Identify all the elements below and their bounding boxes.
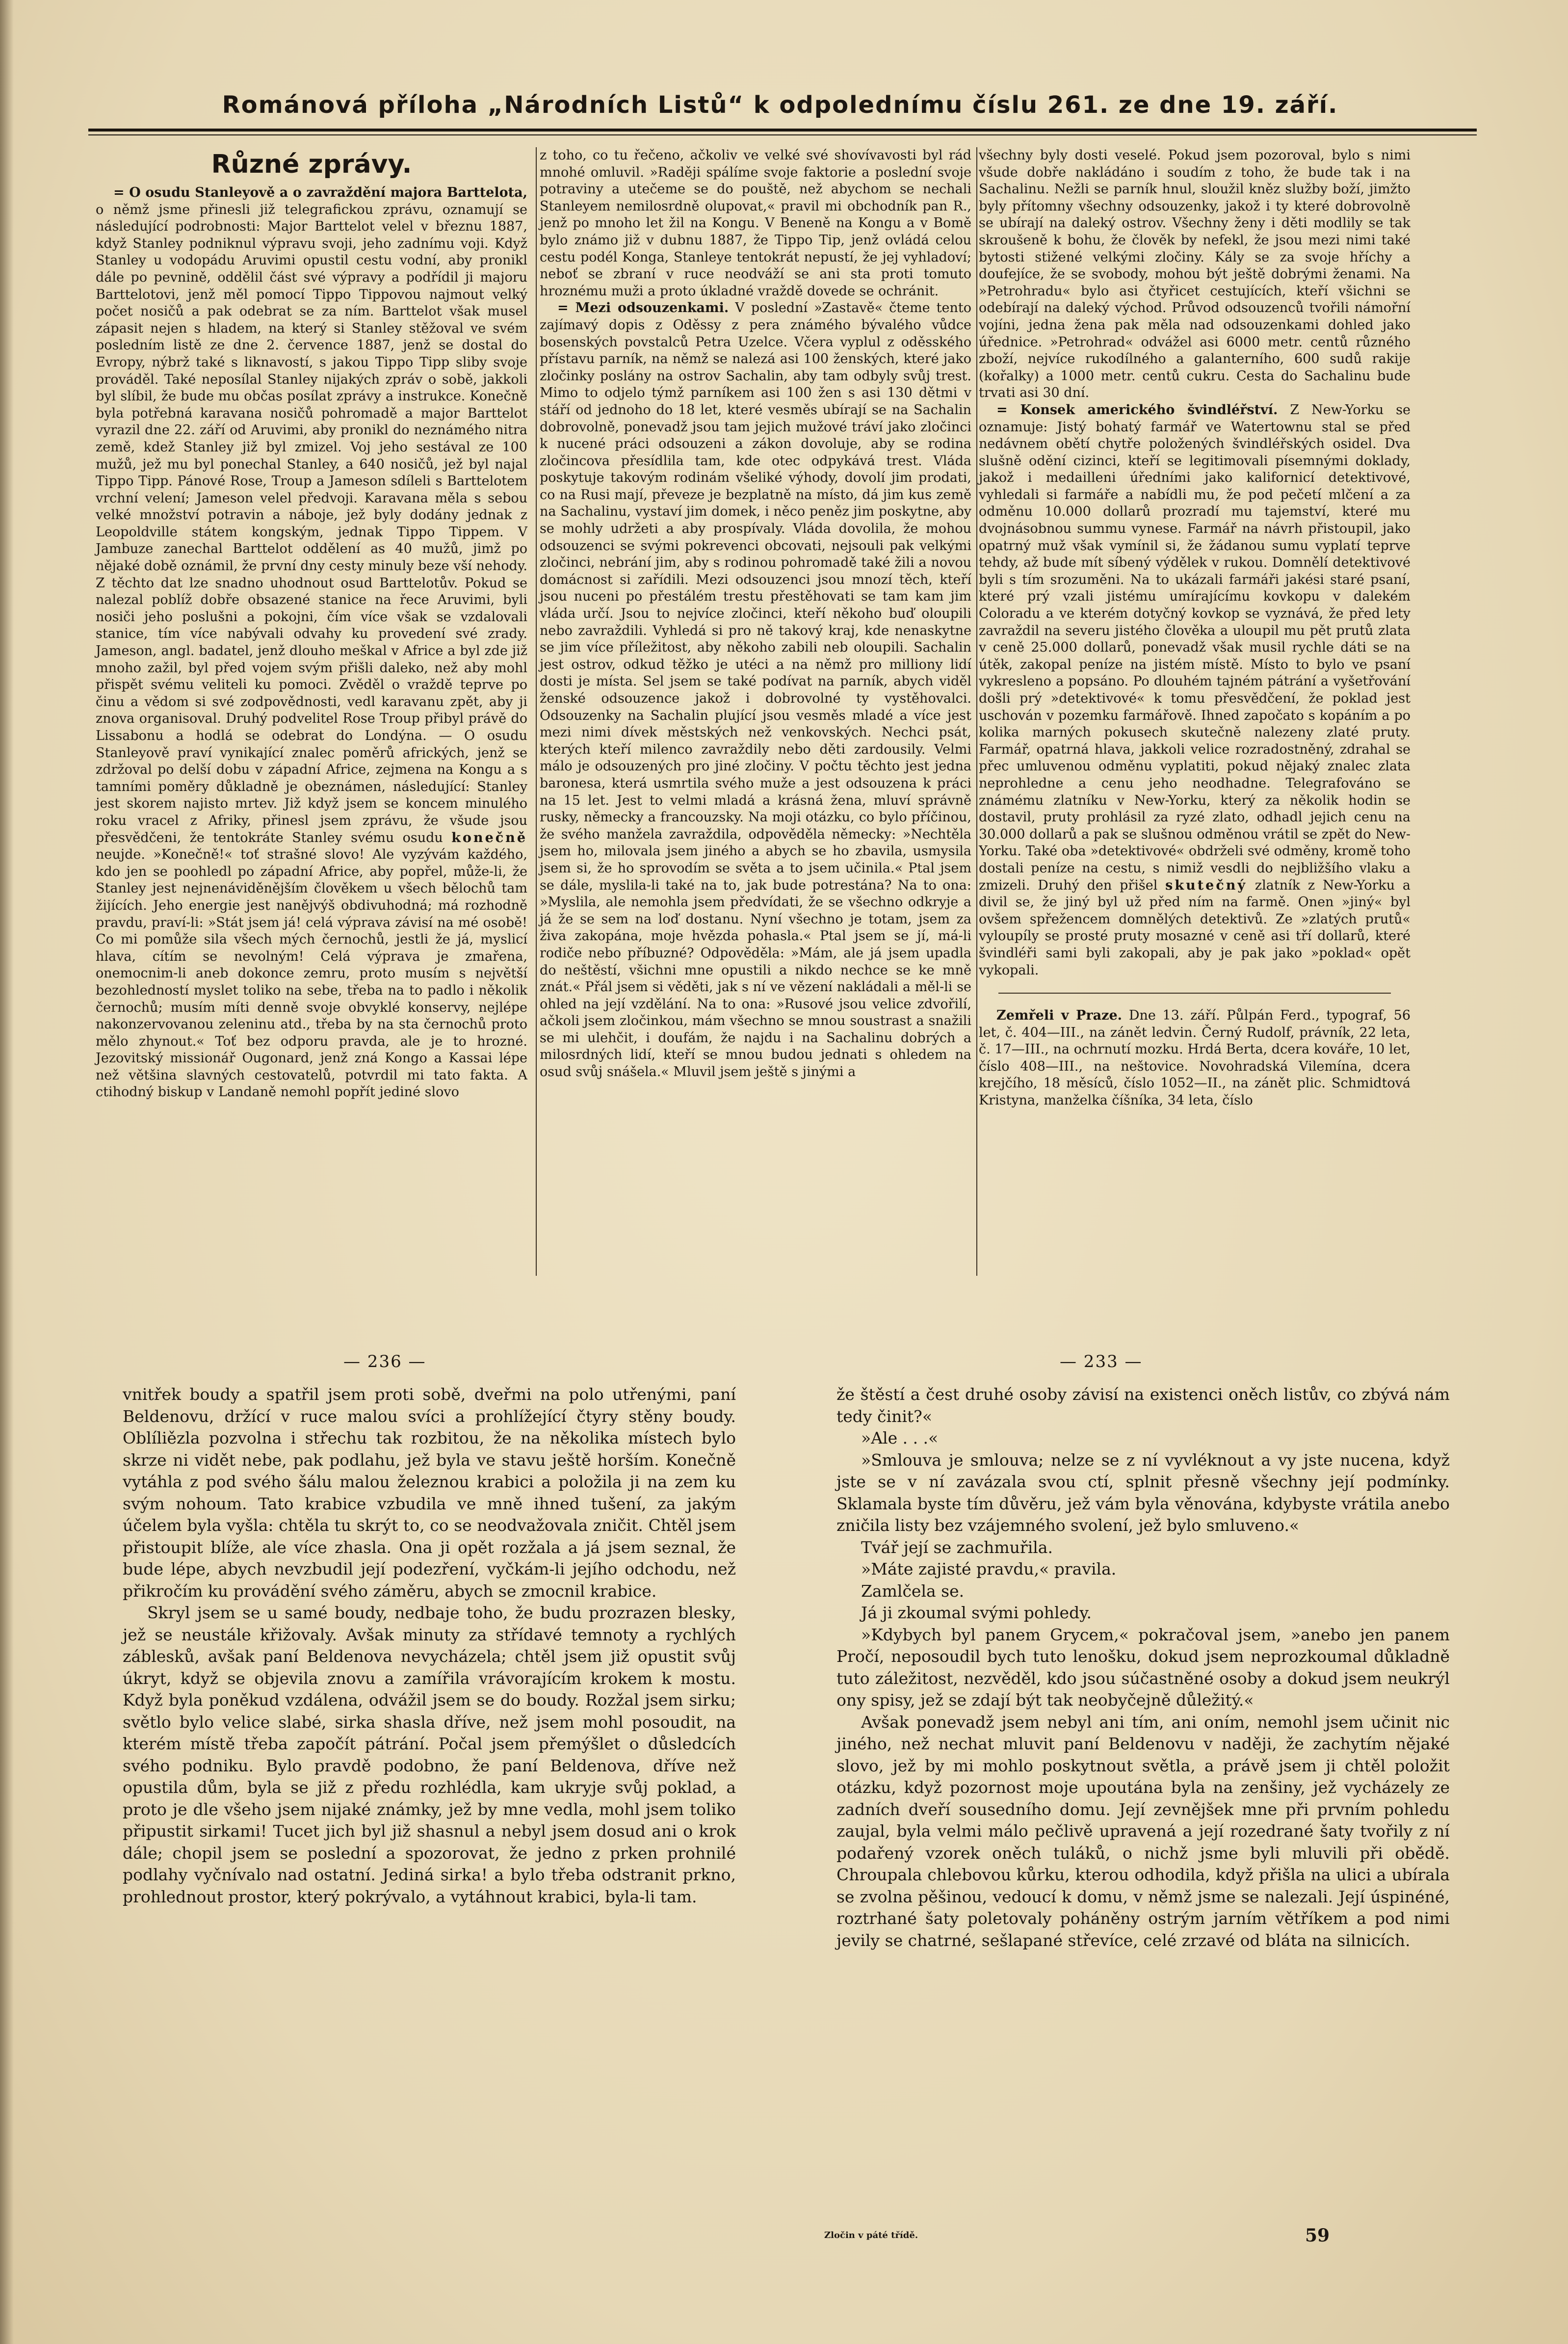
novel-paragraph: Zamlčela se. (861, 1581, 965, 1601)
novel-paragraph: »Ale . . .« (861, 1428, 939, 1448)
article-text: o němž jsme přinesli již telegrafickou zprávu, oznamují se následující podrobnosti: Major Barttelot velel v březnu 1887, když Stanley podniknul výpravu svoji, jeho zadnímu voji. Když Stanley u vodopádu Aruvimi opustil cestu vodní, aby pronikl dále po pevnině, oddělil část své výpravy a podřídil ji majoru Barttelotovi, jenž měl pomocí Tippo Tippovou najmout velký počet nosičů a pak odebrat se za ním. Barttelot však musel zápasit nejen s hladem, na který si Stanley stěžoval ve svém posledním listě ze dne 2. července 1887, jenž se dostal do Evropy, nýbrž také s liknavostí, s jakou Tippo Tipp sliby svoje prováděl. Také neposílal Stanley nijakých zpráv o sobě, jakkoli byl slíbil, že bude mu občas posílat zprávy a instrukce. Konečně byla potřebná karavana nosičů pohromadě a major Barttelot vyrazil dne 22. září od Aruvimi, aby pronikl do neznámého nitra země, kdež Stanley již byl zmizel. Voj jeho sestával ze 100 mužů, jež mu byl ponechal Stanley, a 640 nosičů, jež byl najal Tippo Tipp. Pánové Rose, Troup a Jameson sdíleli s Barttelotem vrchní velení; Jameson velel předvoji. Karavana měla s sebou velké množství potravin a náboje, jež byly dodány jednak z Leopoldville státem kongským, jednak Tippo Tippem. V Jambuze zanechal Barttelot oddělení as 40 mužů, jimž po nějaké době oznámil, že první dny cesty minuly beze vší nehody. Z těchto dat lze snadno uhodnout osud Barttelotův. Pokud se nalezal poblíž dobře obsazené stanice na řece Aruvimi, byli nosiči jeho poslušni a pokojni, čím více však se vzdalovali stanice, tím více nabývali odvahy ku provedení své zrady. Jameson, angl. badatel, jenž dlouho meškal v Africe a byl zde již mnoho zažil, byl před vojem svým přišli daleko, než aby mohl přispět svému veliteli ku pomoci. Zvěděl o vraždě teprve po činu a vědom si své zodpovědnosti, vedl karavanu zpět, aby ji znova organisoval. Druhý podvelitel Rose Troup přibyl právě do Lissabonu a hodlá se odebrat do Londýna. — O osudu Stanleyově praví vynikající znalec poměrů afrických, jenž se zdržoval po delší dobu v západní Africe, zejmena na Kongu a s tamními poměry důkladně je obeznámen, následující: Stanley jest skorem najisto mrtev. Již když jsem se koncem minulého roku vracel z Afriky, přinesl jsem zprávu, že všude jsou přesvědčeni, že tentokráte Stanley svému osudu (96, 202, 527, 845)
novel-paragraph: Tvář její se zachmuřila. (861, 1537, 1053, 1557)
column-divider (536, 147, 537, 1276)
column-1 (96, 147, 527, 1101)
folio-number: 59 (1305, 2225, 1330, 2246)
column-3 (979, 147, 1411, 1109)
article-sachalin (540, 300, 971, 1080)
article-heading: = O osudu Stanleyově a o zavraždění majora Barttelota, (113, 185, 527, 200)
article-heading: = Konsek amerického švindléřství. (996, 402, 1278, 418)
column-2 (540, 147, 971, 1081)
article-continuation: z toho, co tu řečeno, ačkoliv ve velké své shovívavosti byl rád mnohé omluvil. »Raději spálíme svoje faktorie a poslední svoje potraviny a utečeme se do pouště, než abychom se nechali Stanleyem nemilosrdně olupovat,« pravil mi obchodník pan R., jenž po mnoho let žil na Kongu. V Beneně na Kongu a v Bomě bylo známo již v dubnu 1887, že Tippo Tip, jenž ovládá celou cestu podél Konga, Stanleye tentokrát nepustí, že jej vyhladoví; neboť se zbraní v ruce neodváží se ani sta proti tomuto hroznému muži a proto úkladné vraždě dovede se ochránit. (540, 148, 971, 299)
spaced-word: skutečný (1165, 877, 1248, 893)
spaced-word: konečně (451, 830, 527, 845)
article-text: neujde. »Konečně!« toť strašné slovo! Ale vyzývám každého, kdo jen se poohledl po západní Africe, aby popřel, může-li, že Stanley jest nejnenáviděnějším člověkem u všech bělochů tam žijících. Jeho energie jest nanějvýš obdivuhodná; má rozhodně pravdu, praví-li: »Stát jsem já! celá výprava závisí na mé osobě! Co mi pomůže sila všech mých černochů, jestli že já, myslicí hlava, cítím se nevolným! Celá výprava je zmařena, onemocnim-li aneb dokonce zemru, proto musím s největší bezohledností myslet toliko na sebe, třeba na to padlo i několik černochů; musím míti denně svoje obvyklé konservy, nejlépe nakonzervovanou zeleninu atd., třeba by na sta černochů proto mělo zhynout.« Toť bez odporu pravda, ale je to hrozné. Jezovitský missionář Ougonard, jenž zná Kongo a Kassai lépe než většina slavných cestovatelů, potvrdil mi tato fakta. A ctihodný biskup v Landaně nemohl popřít jediné slovo (96, 847, 527, 1100)
article-text: Dne 13. září. Půlpán Ferd., typograf, 56 let, č. 404—III., na zánět ledvin. Černý Rudolf, právník, 22 leta, č. 17—III., na ochrnutí mozku. Hrdá Berta, dcera kováře, 10 let, číslo 408—III., na neštovice. Novohradská Vilemína, dcera krejčího, 18 měsíců, číslo 1052—II., na zánět plic. Schmidtová Kristyna, manželka číšníka, 34 leta, číslo (979, 1008, 1411, 1108)
article-text: zlatník z New-Yorku a divil se, že jiný byl už před ním na farmě. Onen »jiný« byl ovšem spřežencem domnělých detektivů. Ze »zlatých prutů« vyloupíly se prosté pruty mosazné v ceně asi tří dollarů, které švindléři sami byli zakopali, aby je pak jako »poklad« opět vykopali. (979, 877, 1411, 978)
masthead: Románová příloha „Národních Listů“ k odpolednímu číslu 261. ze dne 19. září. (222, 91, 1338, 119)
masthead-rule (88, 129, 1477, 132)
novel-paragraph: vnitřek boudy a spatřil jsem proti sobě, dveřmi na polo utřenými, paní Beldenovu, držící v ruce malou svíci a prohlížející čtyry stěny boudy. Oblíliězla pozvolna i střechu tak rozbitou, že na několika místech bylo skrze ni vidět nebe, pak podlahu, jež byla ve stavu ještě horším. Konečně vytáhla z pod svého šálu malou železnou krabici a položila ji na zem ku svým nohoum. Tato krabice vzbudila ve mně ihned tušení, za jakým účelem byla vyšla: chtěla tu skrýt to, co se neodvažovala zničit. Chtěl jsem přistoupit blíže, ale více zhasla. Ona ji opět rozžala a já jsem seznal, že bude lépe, abych nevzbudil její podezření, vyčkám-li jejího odchodu, než přikročím ku provádění svého záměru, abych se zmocnil krabice. (123, 1385, 736, 1601)
article-text: V poslední »Zastavě« čteme tento zajímavý dopis z Oděssy z pera známého bývalého vůdce bosenských povstalců Petra Uzelce. Včera vyplul z oděsského přístavu parník, na němž se nalezá asi 100 ženských, které jako zločinky poslány na ostrov Sachalin, aby tam odbyly svůj trest. Mimo to odjelo týmž parníkem asi 100 žen s asi 130 dětmi v stáří od jednoho do 18 let, které vesměs ubírají se na Sachalin dobrovolně, ponevadž jsou tam jejich mužové tráví jako zločinci k nucené práci odsouzeni a zákon dovoluje, aby se rodina zločincova přesídlila tam, kde otec odpykává trest. Vláda poskytuje takovým rodinám všeliké výhody, dovolí jim prodati, co na Rusi mají, převeze je bezplatně na místo, dá jim kus země na Sachalinu, vystaví jim domek, i něco peněz jim poskytne, aby se mohly udržeti a aby prospívaly. Vláda dovolila, že mohou odsouzenci se svými pokrevenci obcovati, nejsouli pak velkými zločinci, nebrání jim, aby s rodinou pohromadě také žili a novou domácnost si zařídili. Mezi odsouzenci jsou mnozí těch, kteří jsou nuceni po přestálém trestu přestěhovati se tam kam jim vláda určí. Jsou to nejvíce zločinci, kteří někoho buď oloupili nebo zavraždili. Vyhledá si pro ně takový kraj, kde nenaskytne se jim více příležitost, aby někoho zabili neb oloupili. Sachalin jest ostrov, odkud těžko je utéci a na němž pro milliony lidí dosti je místa. Sel jsem se také podívat na parník, abych viděl ženské odsouzence jakož i dobrovolné ty vystěhovalci. Odsouzenky na Sachalin plující jsou vesměs mladé a více jest mezi nimi dívek městských než venkovských. Nechci psát, kterých kteří milenco zavraždily nebo děti zardousily. Velmi málo je odsouzených pro jiné zločiny. V počtu těchto jest jedna baronesa, která usmrtila svého muže a jest odsouzena k práci na 15 let. Jest to velmi mladá a krásná žena, mluví správně rusky, německy a francouzsky. Na moji otázku, co bylo příčinou, že svého manžela zavraždila, odpověděla německy: »Nechtěla jsem ho, milovala jsem jiného a abych se ho zbavila, usmysila jsem si, že ho sprovodím se světa a to jsem učinila.« Ptal jsem se dále, myslila-li také na to, jak bude potrestána? Na to ona: »Myslila, ale nemohla jsem předvídati, že se všechno odkryje a já že se sem na loď dostanu. Nyní všechno je totam, jsem za živa zakopána, moje hvězda pohasla.« Ptal jsem se jí, má-li rodiče nebo příbuzné? Odpověděla: »Mám, ale já jsem upadla do neštěstí, všichni mne opustili a nikdo nechce se ke mně znát.« Přál jsem si věděti, jak s ní ve vězení nakládali a měl-li se ohled na její vzdělání. Na to ona: »Rusové jsou velice zdvořilí, ačkoli jsem zločinkou, mám všechno se mnou soustrast a snažili se mi ulehčit, i doufám, že najdu i na Sachalinu dobrých a milosrdných lidí, kteří se mnou budou jednati s ohledem na osud svůj snášela.« Mluvil jsem ještě s jinými a (540, 300, 971, 1080)
page-number-left: — 236 — (343, 1352, 426, 1371)
article-text: Z New-Yorku se oznamuje: Jistý bohatý farmář ve Watertownu stal se před nedávnem obětí chytře položených švindléřských osidel. Dva slušně odění cizinci, kteří se legitimovali písemnými doklady, jakož i medailleni úředními jako kalifornicí detektivové, vyhledali si farmáře a nabídli mu, že pod pečetí mlčení a za odměnu 10.000 dollarů prozradí mu tajemství, které mu dvojnásobnou summu vynese. Farmář na návrh přistoupil, jako opatrný muž však vymínil si, že žádanou sumu vyplatí teprve tehdy, až bude mít síbený výdělek v rukou. Domnělí detektivové byli s tím srozuměni. Na to ukázali farmáři jakési staré psaní, které prý vzali jistému umírajícímu kovkopu v dalekém Coloradu a ve kterém dotyčný kovkop se vyznává, že před lety zavraždil na severu jistého člověka a uloupil mu pět prutů zlata v ceně 25.000 dollarů, ponevadž však musil rychle dáti se na útěk, zakopal peníze na jistém místě. Místo to bylo ve psaní vykresleno a popsáno. Po dlouhém tajném pátrání a vyšetřování došli prý »detektivové« k tomu přesvědčení, že poklad jest uschován v pozemku farmářově. Ihned započato s kopáním a po kolika marných pokusech skutečně nalezeny zlaté pruty. Farmář, opatrná hlava, jakkoli velice rozradostněný, zdrahal se přec umluvenou odměnu vyplatiti, pokud nějaký znalec zlata neprohledne a cenu jeho neodhadne. Telegrafováno se známému zlatníku v New-Yorku, který za několik hodin se dostavil, pruty prohlásil za ryzé zlato, odhadl jejich cenu na 30.000 dollarů a pak se slušnou odměnou vrátil se zpět do New-Yorku. Také oba »detektivové« obdrželi své odměny, kromě toho dostali peníze na cestu, s nimiž vesdli do nejbližšího vlaku a zmizeli. Druhý den přišel (979, 402, 1411, 893)
novel-paragraph: »Smlouva je smlouva; nelze se z ní vyvléknout a vy jste nucena, když jste se v ní zavázala svou ctí, splnit přesně všechny její podmínky. Sklamala byste tím důvěru, jež vám byla věnována, kdybyste vrátila anebo zničila listy bez vzájemného svolení, jež bylo smluveno.« (836, 1450, 1450, 1535)
novel-paragraph: »Máte zajisté pravdu,« pravila. (861, 1559, 1117, 1579)
article-swindle (979, 402, 1411, 979)
article-stanley (96, 184, 527, 1101)
article-heading: = Mezi odsouzenkami. (557, 300, 729, 316)
novel-paragraph: Já ji zkoumal svými pohledy. (861, 1603, 1092, 1622)
article-heading: Zemřeli v Praze. (996, 1008, 1123, 1024)
page-number-right: — 233 — (1060, 1352, 1143, 1371)
section-title: Různé zprávy. (211, 150, 412, 179)
novel-paragraph: »Kdybych byl panem Grycem,« pokračoval jsem, »anebo jen panem Pročí, neposoudil bych tuto lenošku, dokud jsem neprozkoumal důkladně tuto záležitost, nezvěděl, kdo jsou súčastněné osoby a dokud jsem neukrýl ony spisy, jež se zdají být tak neobyčejně důležitý.« (836, 1625, 1450, 1710)
novel-paragraph: že štěstí a čest druhé osoby závisí na existenci oněch listův, co zbývá nám tedy činit?« (836, 1385, 1450, 1426)
novel-left-page (123, 1384, 736, 1908)
signature-footnote: Zločin v páté třídě. (824, 2230, 918, 2240)
article-continuation: všechny byly dosti veselé. Pokud jsem pozoroval, bylo s nimi všude dobře nakládáno i soudím z toho, že bude tak i na Sachalinu. Nežli se parník hnul, sloužil kněz služby boží, jimžto byly přítomny všechny odsouzenky, jakož i ty které dobrovolně se ubírají na daleký ostrov. Všechny ženy i děti modlily se tak skroušeně k bohu, že člověk by nefekl, že jsou mezi nimi také bytosti stižené velkými zločiny. Kály se za svoje hříchy a doufejíce, že se svobody, mohou být ještě dobrými ženami. Na »Petrohradu« bylo asi čtyřicet cestujících, kteří všichni se odebírají na daleký východ. Průvod odsouzenců tvořili námořní vojíni, jedna žena pak měla nad odsouzenkami dohled jako úřednice. »Petrohrad« odvážel asi 6000 metr. centů různého zboží, nejvíce rukodílného a galanterního, 600 sudů rakije (kořalky) a 1000 metr. centů cukru. Cesta do Sachalinu bude trvati asi 30 dní. (979, 148, 1411, 401)
column-divider (976, 147, 977, 1276)
obituaries (979, 1007, 1411, 1109)
novel-paragraph: Avšak ponevadž jsem nebyl ani tím, ani oním, nemohl jsem učinit nic jiného, než nechat mluvit paní Beldenovu v naději, že zachytím nějaké slovo, jež by mi mohlo poskytnout světla, a právě jsem ji chtěl položit otázku, když pozornost moje upoutána byla na zenšiny, jež vycházely ze zadních dveří sousedního domu. Její zevnějšek mne při prvním pohledu zaujal, byla velmi málo pečlivě upravená a její rozedrané šaty tvořily z ní podařený vzorek oněch tuláků, o nichž jsme byli mluvili při obědě. Chroupala chlebovou kůrku, kterou odhodila, když přišla na ulici a ubírala se zvolna pěšinou, vedoucí k domu, v němž jsme se nalezali. Její úspinéné, roztrhané šaty poletovaly poháněny ostrým jarním větříkem a pod nimi jevily se chatrné, sešlapané střevíce, celé zrzavé od bláta na silnicích. (836, 1712, 1450, 1950)
novel-paragraph: Skryl jsem se u samé boudy, nedbaje toho, že budu prozrazen bleskу, jež se neustále křižovaly. Avšak minuty za střídavé temnoty a rychlých záblesků, avšak paní Beldenova nevycházela; chtěl jsem již opustit svůj úkryt, když se objevila znovu a zamířila vrávorajícím krokem k mostu. Když byla poněkud vzdálena, odvážil jsem se do boudy. Rozžal jsem sirku; světlo bylo velice slabé, sirka shasla dříve, než jsem mohl posoudit, na kterém místě třeba započít pátrání. Počal jsem přemýšlet o důsledcích svého podniku. Bylo pravdě podobno, že paní Beldenova, dříve než opustila dům, byla se již z předu rozhlédla, kam ukryje svůj poklad, a proto je dle všeho jsem nijaké známky, jež by mne vedla, mohl jsem toliko připustit sirkami! Tucet jich byl již shasnul a nebyl jsem dosud ani o krok dále; chopil jsem se poslední a spozorovat, že jedno z prken prohnilé podlahy vyčnívalo nad ostatní. Jediná sirka! a bylo třeba odstranit prkno, prohlednout prostor, který pokrývalo, a vytáhnout krabici, byla-li tam. (123, 1603, 736, 1906)
masthead-rule-thin (88, 134, 1477, 135)
section-divider (998, 993, 1391, 994)
novel-right-page (836, 1384, 1450, 1951)
